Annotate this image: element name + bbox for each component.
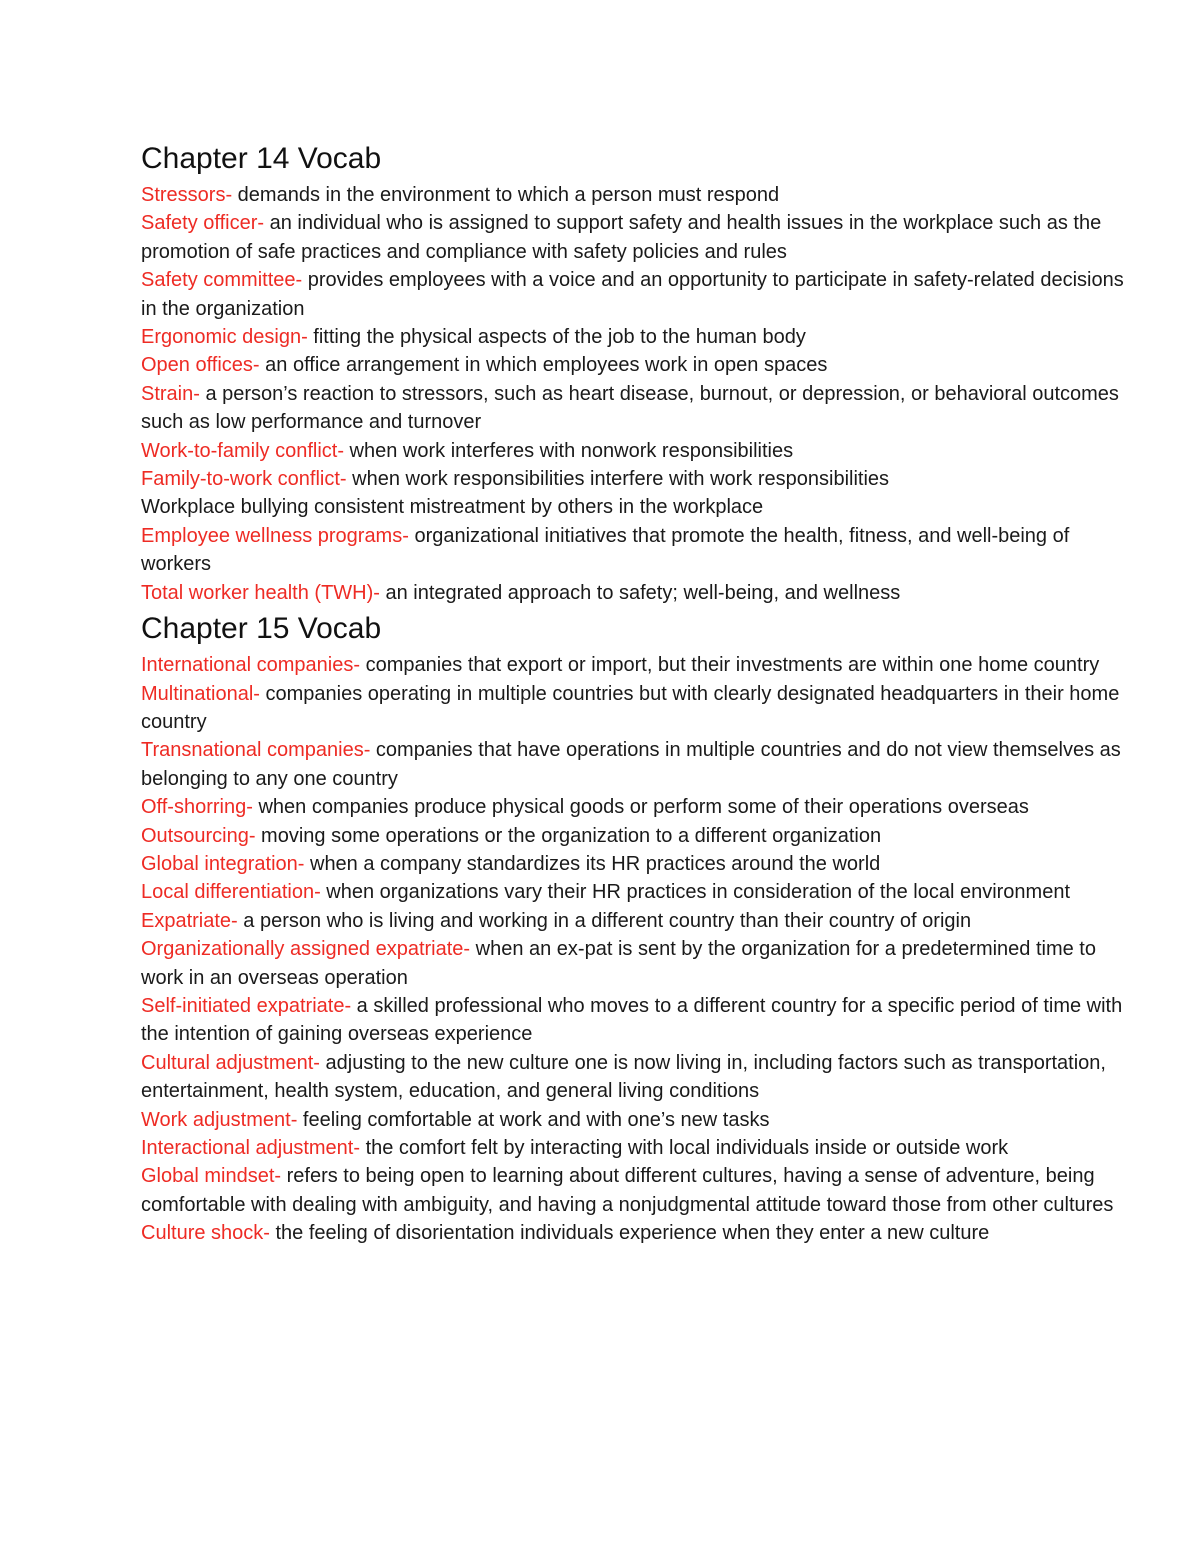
vocab-definition: Workplace bullying consistent mistreatment by others in the workplace: [141, 496, 764, 519]
chapter-15-section: [141, 609, 1141, 1248]
vocab-term: Culture shock-: [141, 1222, 270, 1245]
vocab-definition: when work responsibilities interfere with work responsibilities: [346, 468, 890, 491]
vocab-entry: [141, 850, 1141, 878]
vocab-entry: [141, 1049, 1141, 1106]
vocab-definition: when organizations vary their HR practices in consideration of the local environment: [320, 881, 1071, 904]
vocab-entry: [141, 1134, 1141, 1162]
vocab-definition: when a company standardizes its HR practices around the world: [304, 852, 881, 875]
vocab-entry: [141, 1106, 1141, 1134]
vocab-entry: [141, 992, 1141, 1049]
vocab-definition: a skilled professional who moves to a different country for a specific period of time with the intention of gaining overseas experience: [141, 994, 1123, 1046]
chapter-15-title: Chapter 15 Vocab: [141, 612, 382, 646]
vocab-term: Strain-: [141, 382, 200, 405]
chapter-14-title: Chapter 14 Vocab: [141, 142, 382, 175]
vocab-term: Stressors-: [141, 184, 233, 206]
vocab-term: Outsourcing-: [141, 824, 256, 847]
vocab-definition: companies that export or import, but their investments are within one home country: [360, 654, 1100, 677]
vocab-term: Work-to-family conflict-: [141, 439, 344, 462]
vocab-entry: [141, 209, 1141, 266]
vocab-entry: [141, 680, 1141, 737]
vocab-entry: [141, 736, 1141, 793]
vocab-entry: [141, 935, 1141, 992]
vocab-definition: when work interferes with nonwork responsibilities: [344, 439, 794, 462]
vocab-definition: organizational initiatives that promote the health, fitness, and well-being of workers: [141, 524, 1070, 576]
vocab-definition: demands in the environment to which a person must respond: [232, 184, 780, 206]
vocab-entry: [141, 793, 1141, 821]
vocab-term: Transnational companies-: [141, 739, 371, 762]
vocab-entry: [141, 380, 1141, 437]
vocab-entry: [141, 181, 1141, 209]
vocab-term: Work adjustment-: [141, 1108, 298, 1131]
vocab-entry: [141, 651, 1141, 679]
vocab-entry: [141, 878, 1141, 906]
vocab-definition: the comfort felt by interacting with local individuals inside or outside work: [360, 1137, 1009, 1159]
vocab-term: Self-initiated expatriate-: [141, 994, 352, 1017]
document-page: [141, 139, 1141, 1248]
vocab-term: Global integration-: [141, 852, 305, 875]
vocab-entry: [141, 465, 1141, 493]
vocab-term: Open offices-: [141, 354, 260, 377]
vocab-entry: [141, 822, 1141, 850]
vocab-term: Total worker health (TWH)-: [141, 581, 380, 604]
vocab-term: Cultural adjustment-: [141, 1051, 320, 1074]
vocab-term: Expatriate-: [141, 909, 238, 932]
vocab-definition: when an ex-pat is sent by the organization for a predetermined time to work in an overseas operation: [141, 938, 1096, 989]
vocab-entry: [141, 493, 1141, 521]
vocab-entry: [141, 351, 1141, 379]
vocab-term: Interactional adjustment-: [141, 1137, 361, 1159]
vocab-definition: companies that have operations in multiple countries and do not view themselves as belonging to any one country: [141, 739, 1121, 790]
vocab-entry: [141, 579, 1141, 607]
vocab-definition: when companies produce physical goods or perform some of their operations overseas: [252, 796, 1029, 819]
vocab-term: Local differentiation-: [141, 881, 321, 904]
vocab-definition: the feeling of disorientation individuals experience when they enter a new culture: [269, 1222, 990, 1245]
vocab-entry: [141, 522, 1141, 579]
vocab-definition: companies operating in multiple countries but with clearly designated headquarters in their home country: [141, 682, 1120, 733]
vocab-definition: a person’s reaction to stressors, such as heart disease, burnout, or depression, or behavioral outcomes such as low performance and turnover: [141, 382, 1119, 434]
vocab-term: Family-to-work conflict-: [141, 468, 347, 491]
vocab-term: Safety committee-: [141, 269, 303, 292]
vocab-entry: [141, 1219, 1141, 1247]
vocab-term: Global mindset-: [141, 1165, 282, 1188]
vocab-definition: adjusting to the new culture one is now living in, including factors such as transportation, entertainment, health system, education, and general living conditions: [141, 1051, 1106, 1103]
vocab-definition: a person who is living and working in a different country than their country of origin: [237, 909, 972, 932]
vocab-definition: moving some operations or the organization to a different organization: [255, 824, 882, 847]
chapter-15-entries: [141, 651, 1141, 1248]
vocab-entry: [141, 437, 1141, 465]
vocab-term: Multinational-: [141, 682, 260, 705]
vocab-definition: an individual who is assigned to support safety and health issues in the workplace such as the promotion of safe practices and compliance with safety policies and rules: [141, 212, 1102, 263]
vocab-entry: [141, 323, 1141, 351]
vocab-definition: an integrated approach to safety; well-being, and wellness: [379, 581, 901, 604]
vocab-entry: [141, 907, 1141, 935]
vocab-term: Off-shorring-: [141, 796, 253, 819]
vocab-definition: refers to being open to learning about different cultures, having a sense of adventure, being comfortable with dealing with ambiguity, and having a nonjudgmental attitude toward those from other cultures: [141, 1165, 1114, 1216]
vocab-entry: [141, 1162, 1141, 1219]
chapter-14-entries: [141, 181, 1141, 607]
vocab-term: Employee wellness programs-: [141, 524, 409, 547]
vocab-term: Organizationally assigned expatriate-: [141, 938, 471, 961]
vocab-definition: an office arrangement in which employees work in open spaces: [259, 354, 828, 377]
vocab-entry: [141, 266, 1141, 323]
vocab-term: Ergonomic design-: [141, 326, 308, 349]
vocab-definition: provides employees with a voice and an opportunity to participate in safety-related decisions in the organization: [141, 269, 1124, 320]
vocab-definition: fitting the physical aspects of the job to the human body: [307, 326, 806, 349]
vocab-definition: feeling comfortable at work and with one’s new tasks: [297, 1108, 770, 1131]
chapter-14-section: [141, 139, 1141, 607]
vocab-term: International companies-: [141, 654, 361, 677]
vocab-term: Safety officer-: [141, 212, 265, 235]
